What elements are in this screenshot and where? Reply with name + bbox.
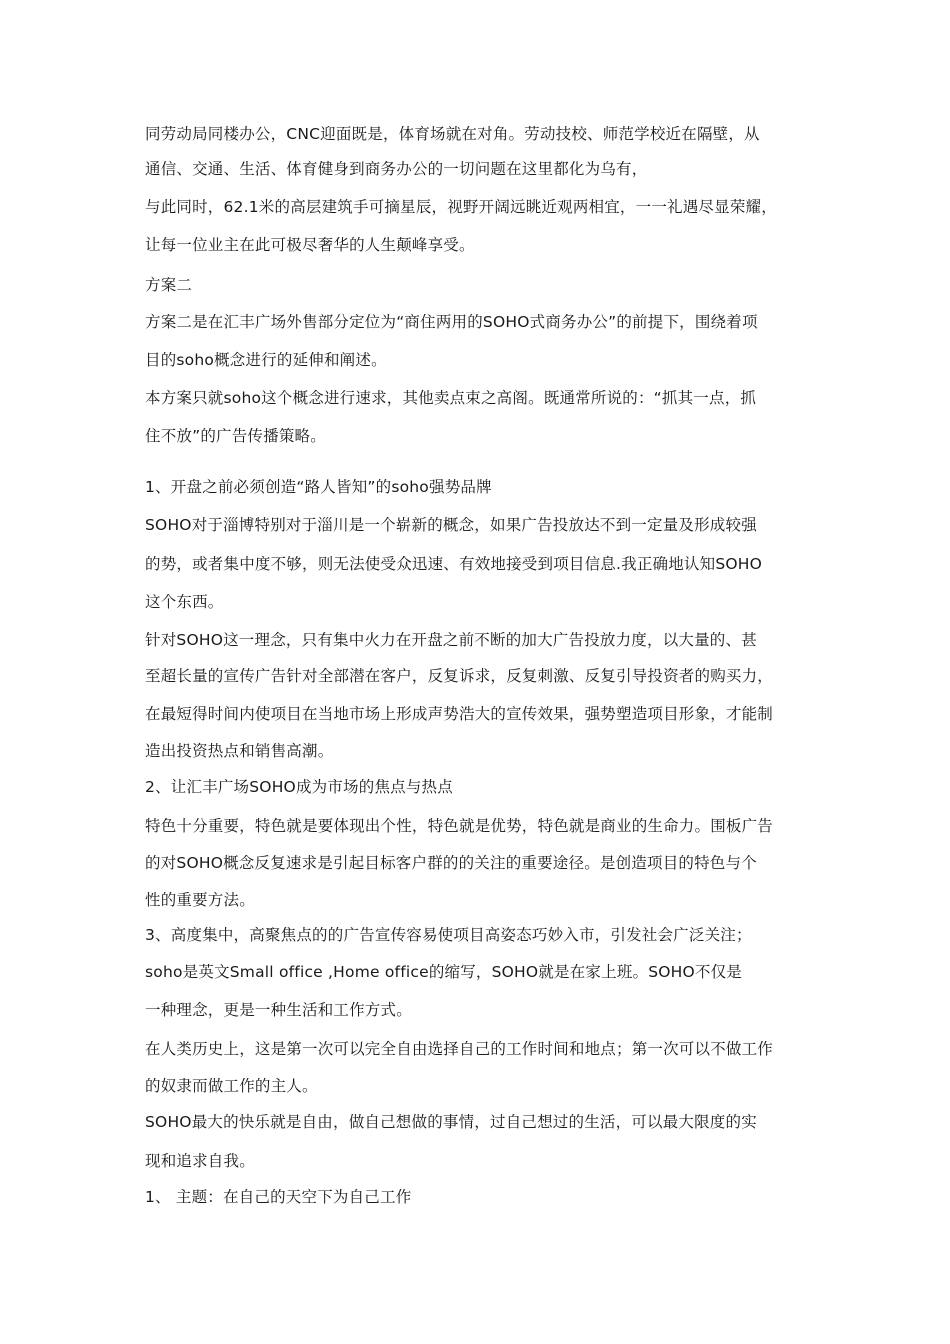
text-line: 这个东西。	[145, 593, 224, 611]
text-line: 一种理念，更是一种生活和工作方式。	[145, 1001, 412, 1019]
text-line: 现和追求自我。	[145, 1152, 255, 1170]
text-line: 造出投资热点和销售高潮。	[145, 742, 334, 760]
text-line: 特色十分重要，特色就是要体现出个性，特色就是优势，特色就是商业的生命力。围板广告	[145, 817, 774, 835]
text-line: 性的重要方法。	[145, 891, 255, 909]
text-line: 与此同时，62.1米的高层建筑手可摘星辰，视野开阔远眺近观两相宜，一一礼遇尽显荣耀，	[145, 198, 777, 216]
text-line: 通信、交通、生活、体育健身到商务办公的一切问题在这里都化为乌有，	[145, 160, 648, 178]
numbered-heading: 1、 主题：在自己的天空下为自己工作	[145, 1188, 412, 1206]
text-line: 方案二是在汇丰广场外售部分定位为“商住两用的SOHO式商务办公”的前提下，围绕着项	[145, 313, 758, 331]
text-line: 住不放”的广告传播策略。	[145, 427, 326, 445]
text-line: 至超长量的宣传广告针对全部潜在客户，反复诉求，反复刺激、反复引导投资者的购买力，	[145, 667, 774, 685]
text-line: 同劳动局同楼办公，CNC迎面既是，体育场就在对角。劳动技校、师范学校近在隔壁，从	[145, 125, 760, 143]
text-line: 在人类历史上，这是第一次可以完全自由选择自己的工作时间和地点；第一次可以不做工作	[145, 1040, 774, 1058]
numbered-heading: 1、开盘之前必须创造“路人皆知”的soho强势品牌	[145, 478, 492, 496]
text-line: SOHO最大的快乐就是自由，做自己想做的事情，过自己想过的生活，可以最大限度的实	[145, 1113, 757, 1131]
text-line: 的势，或者集中度不够，则无法使受众迅速、有效地接受到项目信息.我正确地认知SOHO	[145, 555, 763, 573]
text-line: soho是英文Small office ,Home office的缩写，SOHO就是在家上班。SOHO不仅是	[145, 963, 743, 981]
text-line: 目的soho概念进行的延伸和阐述。	[145, 351, 387, 369]
text-line: SOHO对于淄博特别对于淄川是一个崭新的概念，如果广告投放达不到一定量及形成较强	[145, 516, 757, 534]
text-line: 在最短得时间内使项目在当地市场上形成声势浩大的宣传效果，强势塑造项目形象，才能制	[145, 705, 774, 723]
section-heading: 方案二	[145, 276, 193, 294]
text-line: 让每一位业主在此可极尽奢华的人生颠峰享受。	[145, 236, 475, 254]
numbered-heading: 2、让汇丰广场SOHO成为市场的焦点与热点	[145, 778, 453, 796]
text-line: 的奴隶而做工作的主人。	[145, 1077, 318, 1095]
text-line: 本方案只就soho这个概念进行速求，其他卖点束之高阁。既通常所说的：“抓其一点，抓	[145, 389, 757, 407]
text-line: 针对SOHO这一理念，只有集中火力在开盘之前不断的加大广告投放力度，以大量的、甚	[145, 631, 757, 649]
text-line: 的对SOHO概念反复速求是引起目标客户群的的关注的重要途径。是创造项目的特色与个	[145, 854, 757, 872]
numbered-heading: 3、高度集中，高聚焦点的的广告宣传容易使项目高姿态巧妙入市，引发社会广泛关注；	[145, 926, 752, 944]
